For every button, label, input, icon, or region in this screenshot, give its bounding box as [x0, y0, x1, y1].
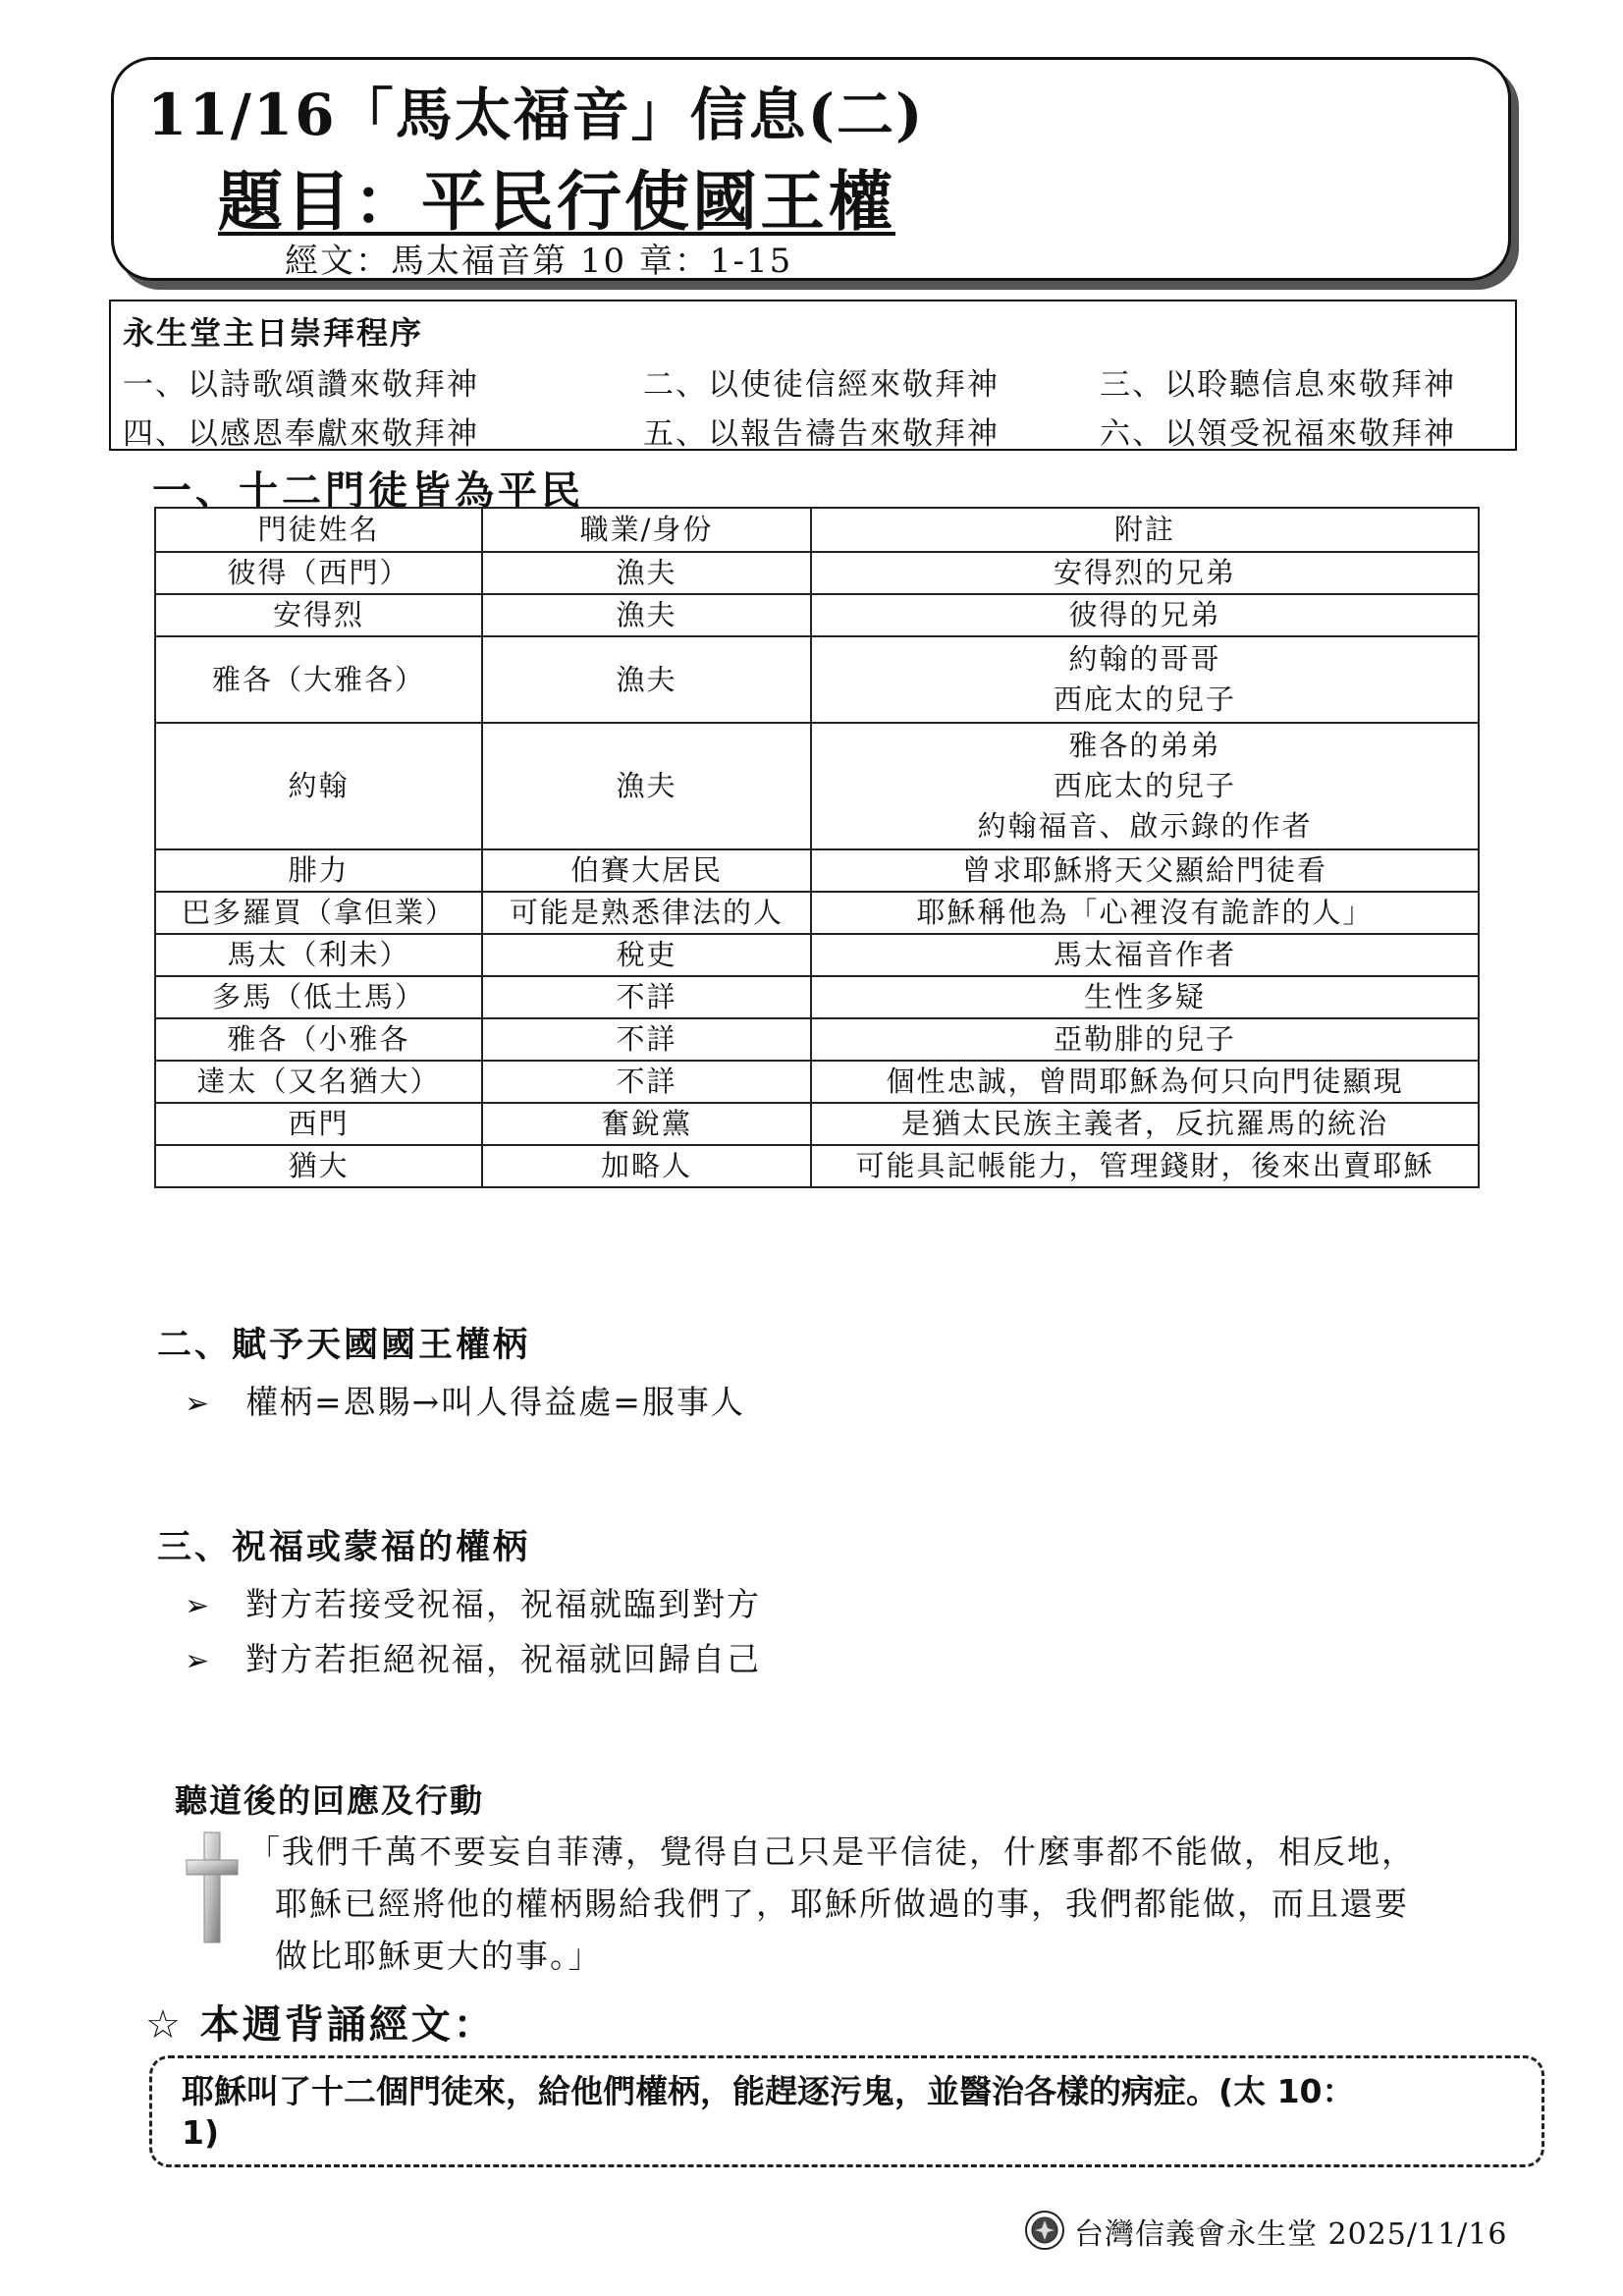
- apostle-notes-cell: [811, 594, 1479, 636]
- apostle-name-cell: 馬太（利未）: [155, 934, 482, 976]
- church-seal-icon: [1024, 2210, 1065, 2251]
- section-heading-authority: 二、賦予天國國王權柄: [157, 1325, 531, 1365]
- note-line: 雅各的弟弟: [1068, 729, 1221, 762]
- apostle-job-cell: 稅吏: [482, 934, 811, 976]
- apostle-notes-cell: [811, 1103, 1479, 1145]
- worship-order-item: 三、以聆聽信息來敬拜神: [1100, 367, 1456, 403]
- apostle-job-cell: 漁夫: [482, 636, 811, 723]
- bullet-item: [185, 1377, 745, 1423]
- table-row: [155, 976, 1479, 1018]
- series-title: 11/16「馬太福音」信息(二): [147, 82, 925, 148]
- worship-order-title: 永生堂主日崇拜程序: [123, 314, 424, 352]
- response-quote-line: 做比耶穌更大的事。」: [275, 1937, 603, 1975]
- table-header-row: [155, 508, 1479, 552]
- bullet-item: [185, 1634, 761, 1680]
- sermon-title-text: 題目：平民行使國王權: [218, 163, 895, 240]
- apostle-notes-cell: [811, 1145, 1479, 1187]
- note-line: 可能具記帳能力，管理錢財，後來出賣耶穌: [855, 1149, 1434, 1182]
- apostle-name-cell: 達太（又名猶大）: [155, 1061, 482, 1103]
- response-quote-line: 「我們千萬不要妄自菲薄，覺得自己只是平信徒，什麼事都不能做，相反地，: [247, 1832, 1416, 1871]
- note-line: 馬太福音作者: [1053, 938, 1236, 971]
- note-line: 彼得的兄弟: [1068, 598, 1221, 631]
- worship-order-item: 六、以領受祝福來敬拜神: [1100, 416, 1456, 452]
- apostle-name-cell: 腓力: [155, 849, 482, 892]
- table-row: [155, 934, 1479, 976]
- column-header-notes: 附註: [811, 508, 1479, 552]
- bullet-text: 對方若拒絕祝福，祝福就回歸自己: [245, 1640, 761, 1678]
- apostle-job-cell: 不詳: [482, 1061, 811, 1103]
- arrow-bullet-icon: ➢: [185, 1644, 212, 1678]
- note-line: 生性多疑: [1083, 980, 1206, 1013]
- sermon-title: [218, 149, 895, 243]
- apostle-name-cell: 雅各（小雅各: [155, 1018, 482, 1061]
- apostle-notes-cell: [811, 723, 1479, 849]
- worship-order-item: 一、以詩歌頌讚來敬拜神: [123, 367, 479, 403]
- apostle-job-cell: 奮銳黨: [482, 1103, 811, 1145]
- column-header-job: 職業/身份: [482, 508, 811, 552]
- note-line: 耶穌稱他為「心裡沒有詭詐的人」: [916, 896, 1374, 929]
- worship-order-item: 五、以報告禱告來敬拜神: [643, 416, 1000, 452]
- apostle-name-cell: 約翰: [155, 723, 482, 849]
- apostle-name-cell: 西門: [155, 1103, 482, 1145]
- arrow-bullet-icon: ➢: [185, 1387, 212, 1421]
- apostle-job-cell: 可能是熟悉律法的人: [482, 892, 811, 934]
- memory-verse-line: 耶穌叫了十二個門徒來，給他們權柄，能趕逐污鬼，並醫治各樣的病症。(太 10：: [182, 2072, 1355, 2110]
- apostle-notes-cell: [811, 636, 1479, 723]
- bullet-text: 對方若接受祝福，祝福就臨到對方: [245, 1585, 761, 1623]
- apostle-name-cell: 巴多羅買（拿但業）: [155, 892, 482, 934]
- table-row: [155, 552, 1479, 594]
- note-line: 西庇太的兒子: [1053, 769, 1236, 802]
- note-line: 安得烈的兄弟: [1053, 556, 1236, 589]
- memory-verse-label: 本週背誦經文：: [199, 2002, 496, 2048]
- column-header-name: 門徒姓名: [155, 508, 482, 552]
- apostle-job-cell: 漁夫: [482, 723, 811, 849]
- note-line: 是猶太民族主義者，反抗羅馬的統治: [900, 1107, 1388, 1140]
- apostle-notes-cell: [811, 892, 1479, 934]
- section-heading-blessing: 三、祝福或蒙福的權柄: [157, 1527, 531, 1567]
- memory-verse-title: [145, 1994, 496, 2050]
- table-row: [155, 723, 1479, 849]
- apostle-job-cell: 漁夫: [482, 594, 811, 636]
- arrow-bullet-icon: ➢: [185, 1589, 212, 1623]
- apostle-notes-cell: [811, 552, 1479, 594]
- response-quote-line: 耶穌已經將他的權柄賜給我們了，耶穌所做過的事，我們都能做，而且還要: [275, 1885, 1409, 1923]
- apostle-name-cell: 猶大: [155, 1145, 482, 1187]
- table-row: [155, 636, 1479, 723]
- note-line: 亞勒腓的兒子: [1053, 1022, 1236, 1056]
- apostle-name-cell: 安得烈: [155, 594, 482, 636]
- bullet-text: 權柄=恩賜→叫人得益處=服事人: [245, 1383, 745, 1421]
- table-row: [155, 1061, 1479, 1103]
- note-line: 約翰福音、啟示錄的作者: [977, 809, 1313, 843]
- apostle-job-cell: 伯賽大居民: [482, 849, 811, 892]
- apostle-notes-cell: [811, 1061, 1479, 1103]
- note-line: 個性忠誠，曾問耶穌為何只向門徒顯現: [886, 1065, 1404, 1098]
- worship-order-item: 二、以使徒信經來敬拜神: [643, 367, 1000, 403]
- apostle-name-cell: 彼得（西門）: [155, 552, 482, 594]
- table-row: [155, 1018, 1479, 1061]
- apostle-job-cell: 不詳: [482, 1018, 811, 1061]
- apostle-name-cell: 雅各（大雅各）: [155, 636, 482, 723]
- cross-icon: [185, 1829, 240, 1946]
- note-line: 西庇太的兒子: [1053, 683, 1236, 716]
- worship-order-item: 四、以感恩奉獻來敬拜神: [123, 416, 479, 452]
- table-row: [155, 594, 1479, 636]
- table-row: [155, 1145, 1479, 1187]
- apostle-job-cell: 漁夫: [482, 552, 811, 594]
- bullet-item: [185, 1579, 761, 1625]
- apostle-notes-cell: [811, 1018, 1479, 1061]
- table-row: [155, 1103, 1479, 1145]
- note-line: 曾求耶穌將天父顯給門徒看: [961, 853, 1327, 887]
- apostle-table: [154, 507, 1480, 1188]
- note-line: 約翰的哥哥: [1068, 642, 1221, 676]
- apostle-job-cell: 不詳: [482, 976, 811, 1018]
- apostle-notes-cell: [811, 934, 1479, 976]
- section-heading-apostles: 一、十二門徒皆為平民: [152, 467, 584, 514]
- table-row: [155, 849, 1479, 892]
- apostle-job-cell: 加略人: [482, 1145, 811, 1187]
- star-icon: ☆: [145, 2002, 184, 2048]
- footer-church-date: 台灣信義會永生堂 2025/11/16: [1074, 2217, 1508, 2252]
- apostle-notes-cell: [811, 976, 1479, 1018]
- response-title: 聽道後的回應及行動: [175, 1781, 484, 1820]
- apostle-name-cell: 多馬（低土馬）: [155, 976, 482, 1018]
- memory-verse-line: 1): [182, 2113, 220, 2152]
- table-row: [155, 892, 1479, 934]
- apostle-notes-cell: [811, 849, 1479, 892]
- scripture-reference: 經文：馬太福音第 10 章：1-15: [285, 242, 793, 281]
